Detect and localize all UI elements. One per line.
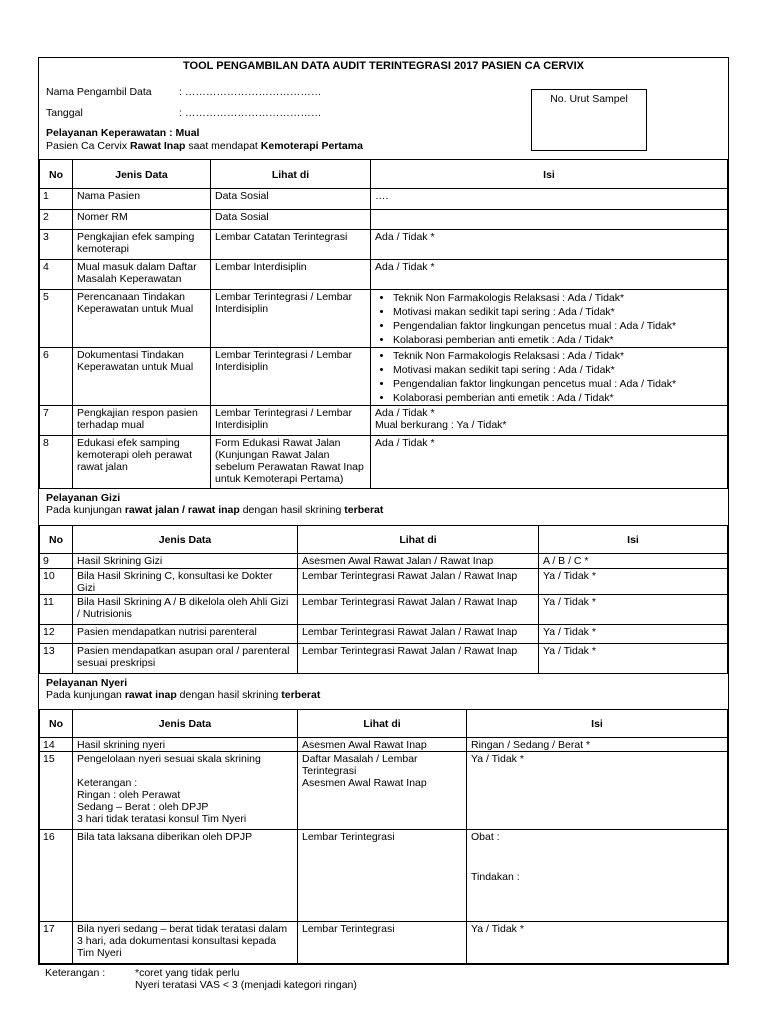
table-row	[40, 189, 728, 210]
row-lihat: Lembar Terintegrasi / Lembar Interdisiplin	[211, 406, 371, 436]
sampel-box[interactable]	[531, 89, 647, 151]
row-jenis	[73, 752, 298, 830]
form-header	[39, 74, 728, 159]
row-jenis: Hasil skrining nyeri	[73, 738, 298, 752]
section3-intro	[39, 674, 728, 703]
audit-form	[38, 57, 729, 995]
table-header-row	[40, 710, 728, 738]
table-row	[40, 752, 728, 830]
row-jenis: Mual masuk dalam Daftar Masalah Keperawatan	[73, 260, 211, 290]
row-lihat: Lembar Terintegrasi Rawat Jalan / Rawat Inap	[298, 569, 539, 595]
sampel-label: No. Urut Sampel	[550, 93, 628, 105]
section2-intro	[39, 489, 728, 518]
table-row	[40, 348, 728, 406]
row-no: 3	[40, 230, 73, 260]
bullet-item[interactable]: • Teknik Non Farmakologis Relaksasi : Ada / Tidak*	[393, 291, 723, 305]
form-frame	[38, 57, 729, 965]
row-lihat: Lembar Terintegrasi Rawat Jalan / Rawat Inap	[298, 595, 539, 625]
row-lihat: Lembar Terintegrasi / Lembar Interdisiplin	[211, 348, 371, 406]
row-jenis: Pasien mendapatkan asupan oral / parenteral sesuai preskripsi	[73, 644, 298, 674]
jenis-text: Pengelolaan nyeri sesuai skala skrining	[77, 753, 261, 765]
col-no: No	[40, 160, 73, 189]
keterangan-label: Keterangan :	[77, 777, 138, 789]
spacer	[39, 518, 728, 525]
desc-bold: rawat jalan / rawat inap	[124, 504, 240, 516]
row-isi[interactable]: Ringan / Sedang / Berat *	[467, 738, 728, 752]
spacer	[471, 843, 723, 871]
table-row	[40, 644, 728, 674]
section3-heading: Pelayanan Nyeri	[46, 677, 128, 689]
col-no: No	[40, 710, 73, 738]
col-no: No	[40, 526, 73, 554]
row-no: 7	[40, 406, 73, 436]
section1-desc	[46, 140, 363, 152]
row-isi-bullets	[371, 348, 728, 406]
row-jenis: Nama Pasien	[73, 189, 211, 210]
row-isi[interactable]: Ada / Tidak *	[371, 260, 728, 290]
row-lihat: Lembar Interdisiplin	[211, 260, 371, 290]
desc-text: Pada kunjungan	[46, 689, 125, 701]
row-no: 4	[40, 260, 73, 290]
desc-text: Pada kunjungan	[46, 504, 125, 516]
desc-text: saat mendapat	[185, 140, 261, 152]
row-isi[interactable]: Ya / Tidak *	[539, 644, 728, 674]
row-no: 13	[40, 644, 73, 674]
mual-table	[39, 159, 728, 489]
row-isi[interactable]: Ya / Tidak *	[467, 752, 728, 830]
desc-bold: rawat inap	[124, 689, 177, 701]
row-isi[interactable]: Ya / Tidak *	[539, 595, 728, 625]
spacer	[77, 765, 293, 777]
table-row	[40, 290, 728, 348]
col-isi: Isi	[371, 160, 728, 189]
tanggal-label: Tanggal	[46, 107, 83, 119]
row-no: 12	[40, 625, 73, 644]
table-row	[40, 625, 728, 644]
row-isi-bullets	[371, 290, 728, 348]
row-no: 5	[40, 290, 73, 348]
row-isi[interactable]: Ada / Tidak *	[371, 230, 728, 260]
col-isi: Isi	[467, 710, 728, 738]
row-no: 15	[40, 752, 73, 830]
row-no: 9	[40, 554, 73, 569]
col-jenis: Jenis Data	[73, 710, 298, 738]
row-isi[interactable]	[371, 406, 728, 436]
tanggal-field[interactable]: : …………………………………	[179, 107, 322, 119]
row-no: 2	[40, 210, 73, 230]
row-jenis: Hasil Skrining Gizi	[73, 554, 298, 569]
row-isi[interactable]: ….	[371, 189, 728, 210]
keterangan-line: Ringan : oleh Perawat	[77, 789, 181, 801]
row-no: 14	[40, 738, 73, 752]
row-no: 8	[40, 436, 73, 489]
row-lihat: Asesmen Awal Rawat Jalan / Rawat Inap	[298, 554, 539, 569]
row-lihat: Lembar Terintegrasi	[298, 830, 467, 922]
footer-label: Keterangan :	[45, 967, 106, 979]
bullet-item[interactable]: • Pengendalian faktor lingkungan pencetus mual : Ada / Tidak*	[393, 319, 723, 333]
nama-label: Nama Pengambil Data	[46, 86, 152, 98]
row-lihat: Lembar Terintegrasi / Lembar Interdisiplin	[211, 290, 371, 348]
table-row	[40, 830, 728, 922]
row-no: 11	[40, 595, 73, 625]
row-no: 6	[40, 348, 73, 406]
table-header-row	[40, 526, 728, 554]
nyeri-table	[39, 709, 728, 964]
form-title: TOOL PENGAMBILAN DATA AUDIT TERINTEGRASI 2017 PASIEN CA CERVIX	[183, 60, 584, 72]
desc-text: Pasien Ca Cervix	[46, 140, 131, 152]
table-row	[40, 230, 728, 260]
desc-text: dengan hasil skrining	[176, 689, 282, 701]
desc-text: dengan hasil skrining	[239, 504, 345, 516]
row-jenis: Bila tata laksana diberikan oleh DPJP	[73, 830, 298, 922]
table-row	[40, 260, 728, 290]
row-no: 10	[40, 569, 73, 595]
section2-desc	[46, 504, 721, 516]
row-lihat: Asesmen Awal Rawat Inap	[298, 738, 467, 752]
footer-note	[38, 965, 729, 995]
row-no: 17	[40, 922, 73, 964]
col-lihat: Lihat di	[211, 160, 371, 189]
bullet-item[interactable]: • Teknik Non Farmakologis Relaksasi : Ada / Tidak*	[393, 349, 723, 363]
row-isi[interactable]	[371, 210, 728, 230]
table-header-row	[40, 160, 728, 189]
row-lihat: Form Edukasi Rawat Jalan (Kunjungan Rawat Jalan sebelum Perawatan Rawat Inap untuk Kemoterapi Pertama)	[211, 436, 371, 489]
row-jenis: Perencanaan Tindakan Keperawatan untuk Mual	[73, 290, 211, 348]
row-no: 1	[40, 189, 73, 210]
row-lihat	[298, 752, 467, 830]
row-jenis: Edukasi efek samping kemoterapi oleh perawat rawat jalan	[73, 436, 211, 489]
row-jenis: Pengkajian respon pasien terhadap mual	[73, 406, 211, 436]
row-lihat: Lembar Catatan Terintegrasi	[211, 230, 371, 260]
section2-heading: Pelayanan Gizi	[46, 492, 121, 504]
row-jenis: Pasien mendapatkan nutrisi parenteral	[73, 625, 298, 644]
table-row	[40, 922, 728, 964]
isi-line: Mual berkurang : Ya / Tidak*	[375, 419, 507, 431]
footer-line2: Nyeri teratasi VAS < 3 (menjadi kategori ringan)	[135, 979, 357, 991]
section1-heading: Pelayanan Keperawatan : Mual	[46, 127, 200, 139]
row-jenis: Dokumentasi Tindakan Keperawatan untuk Mual	[73, 348, 211, 406]
table-row	[40, 738, 728, 752]
row-no: 16	[40, 830, 73, 922]
bullet-item[interactable]: • Motivasi makan sedikit tapi sering : Ada / Tidak*	[393, 305, 723, 319]
row-lihat: Data Sosial	[211, 189, 371, 210]
keterangan-line: 3 hari tidak teratasi konsul Tim Nyeri	[77, 813, 247, 825]
row-jenis: Pengkajian efek samping kemoterapi	[73, 230, 211, 260]
row-jenis: Nomer RM	[73, 210, 211, 230]
bullet-item[interactable]: • Pengendalian faktor lingkungan pencetus mual : Ada / Tidak*	[393, 377, 723, 391]
col-jenis: Jenis Data	[73, 526, 298, 554]
gizi-table	[39, 525, 728, 674]
table-row	[40, 436, 728, 489]
bullet-item[interactable]: • Kolaborasi pemberian anti emetik : Ada / Tidak*	[393, 333, 723, 347]
row-lihat: Data Sosial	[211, 210, 371, 230]
bullet-item[interactable]: • Motivasi makan sedikit tapi sering : Ada / Tidak*	[393, 363, 723, 377]
bullet-item[interactable]: • Kolaborasi pemberian anti emetik : Ada / Tidak*	[393, 391, 723, 405]
table-row	[40, 595, 728, 625]
desc-bold: Rawat Inap	[130, 140, 186, 152]
row-isi[interactable]: Ya / Tidak *	[467, 922, 728, 964]
desc-bold: terberat	[344, 504, 384, 516]
isi-line: Ada / Tidak *	[375, 407, 435, 419]
row-isi[interactable]: Ya / Tidak *	[539, 569, 728, 595]
row-lihat: Lembar Terintegrasi	[298, 922, 467, 964]
row-isi[interactable]	[467, 830, 728, 922]
row-jenis: Bila nyeri sedang – berat tidak teratasi dalam 3 hari, ada dokumentasi konsultasi kepada Tim Nyeri	[73, 922, 298, 964]
table-row	[40, 406, 728, 436]
keterangan-line: Sedang – Berat : oleh DPJP	[77, 801, 209, 813]
obat-label: Obat :	[471, 831, 500, 843]
col-jenis: Jenis Data	[73, 160, 211, 189]
row-isi[interactable]: A / B / C *	[539, 554, 728, 569]
table-row	[40, 210, 728, 230]
nama-field[interactable]: : …………………………………	[179, 86, 322, 98]
table-row	[40, 554, 728, 569]
row-lihat: Lembar Terintegrasi Rawat Jalan / Rawat Inap	[298, 625, 539, 644]
footer-line1: *coret yang tidak perlu	[135, 967, 240, 979]
col-lihat: Lihat di	[298, 710, 467, 738]
row-jenis: Bila Hasil Skrining C, konsultasi ke Dokter Gizi	[73, 569, 298, 595]
row-lihat: Lembar Terintegrasi Rawat Jalan / Rawat Inap	[298, 644, 539, 674]
section3-desc	[46, 689, 721, 701]
row-isi[interactable]: Ya / Tidak *	[539, 625, 728, 644]
table-row	[40, 569, 728, 595]
desc-bold: terberat	[281, 689, 321, 701]
lihat-line: Asesmen Awal Rawat Inap	[302, 777, 427, 789]
desc-bold: Kemoterapi Pertama	[260, 140, 363, 152]
lihat-line: Daftar Masalah / Lembar Terintegrasi	[302, 753, 418, 777]
col-isi: Isi	[539, 526, 728, 554]
col-lihat: Lihat di	[298, 526, 539, 554]
row-isi[interactable]: Ada / Tidak *	[371, 436, 728, 489]
tindakan-label: Tindakan :	[471, 871, 520, 883]
row-jenis: Bila Hasil Skrining A / B dikelola oleh Ahli Gizi / Nutrisionis	[73, 595, 298, 625]
